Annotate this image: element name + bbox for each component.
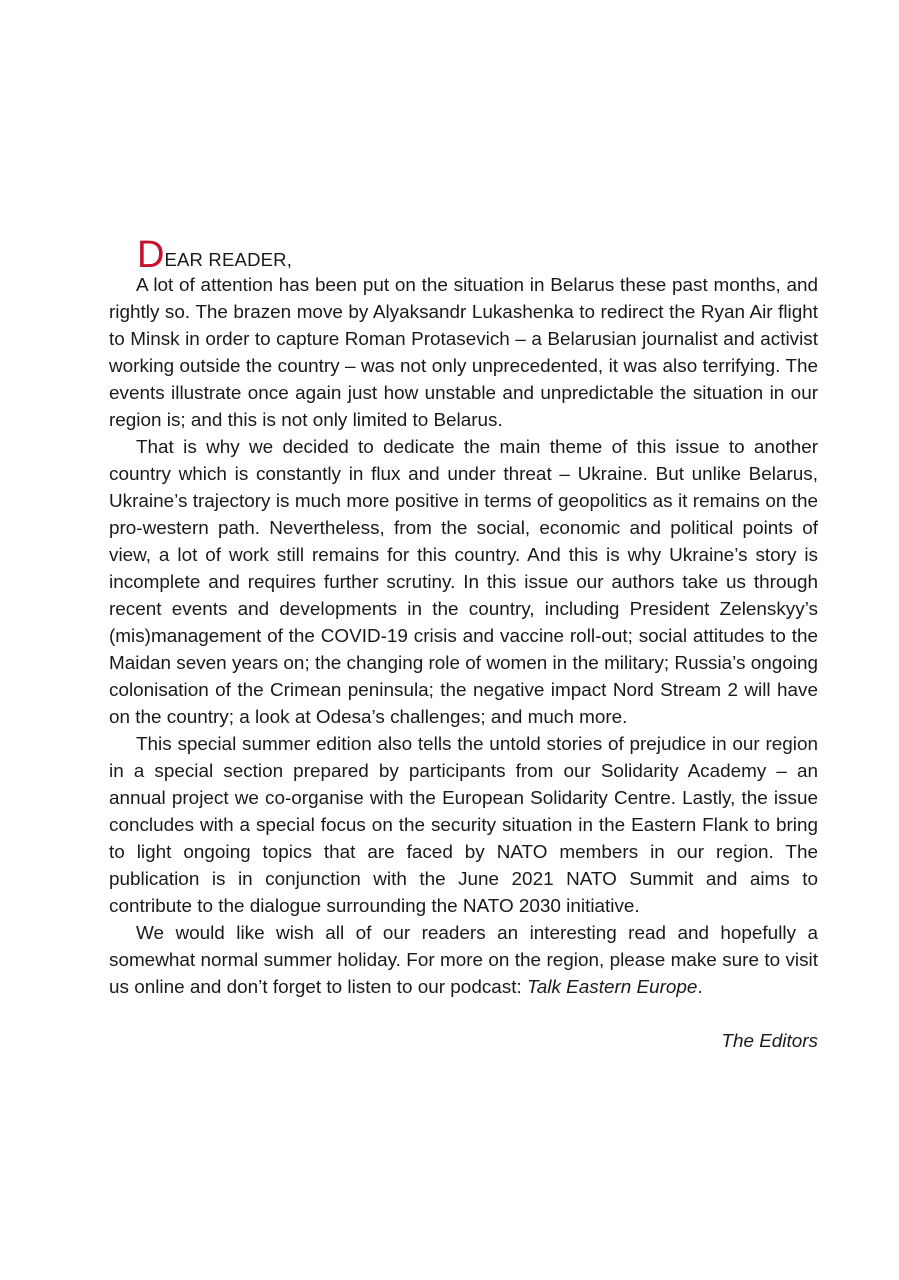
closing-text: We would like wish all of our readers an interesting read and hopefully a somewhat normal summer holiday. For more on the region, please make sure to visit us online and don’t forget to listen to our podcast: [109,923,818,998]
paragraph-intro: A lot of attention has been put on the situation in Belarus these past months, and rightly so. The brazen move by Alyaksandr Lukashenka to redirect the Ryan Air flight to Minsk in order to capture Roman Protasevich – a Belarusian journalist and activist working outside the country – was not only unprecedented, it was also terrifying. The events illustrate once again just how unstable and unpredictable the situation in our region is; and this is not only limited to Belarus. [109,275,818,431]
paragraph-ukraine-theme: That is why we decided to dedicate the main theme of this issue to another country which is constantly in flux and under threat – Ukraine. But unlike Belarus, Ukraine’s trajectory is much more positive in terms of geopolitics as it remains on the pro-western path. Nevertheless, from the social, economic and political points of view, a lot of work still remains for this country. And this is why Ukraine’s story is incomplete and requires further scrutiny. In this issue our authors take us through recent events and developments in the country, including President Zelenskyy’s (mis)management of the COVID-19 crisis and vaccine roll-out; social attitudes to the Maidan seven years on; the changing role of women in the military; Russia’s ongoing colonisation of the Crimean peninsula; the negative impact Nord Stream 2 will have on the country; a look at Odesa’s challenges; and much more. [109,437,818,728]
editorial-letter [109,232,818,1055]
signature: The Editors [721,1031,818,1052]
salutation-text: EAR READER, [164,248,293,270]
closing-end: . [697,977,703,998]
salutation [137,232,818,276]
paragraph-closing [109,920,818,1001]
paragraph-special-edition: This special summer edition also tells the untold stories of prejudice in our region in a special section prepared by participants from our Solidarity Academy – an annual project we co-organise with the European Solidarity Centre. Lastly, the issue concludes with a special focus on the security situation in the Eastern Flank to bring to light ongoing topics that are faced by NATO members in our region. The publication is in conjunction with the June 2021 NATO Summit and aims to contribute to the dialogue surrounding the NATO 2030 initiative. [109,734,818,917]
drop-cap: D [137,233,164,276]
podcast-name: Talk Eastern Europe [526,977,698,998]
